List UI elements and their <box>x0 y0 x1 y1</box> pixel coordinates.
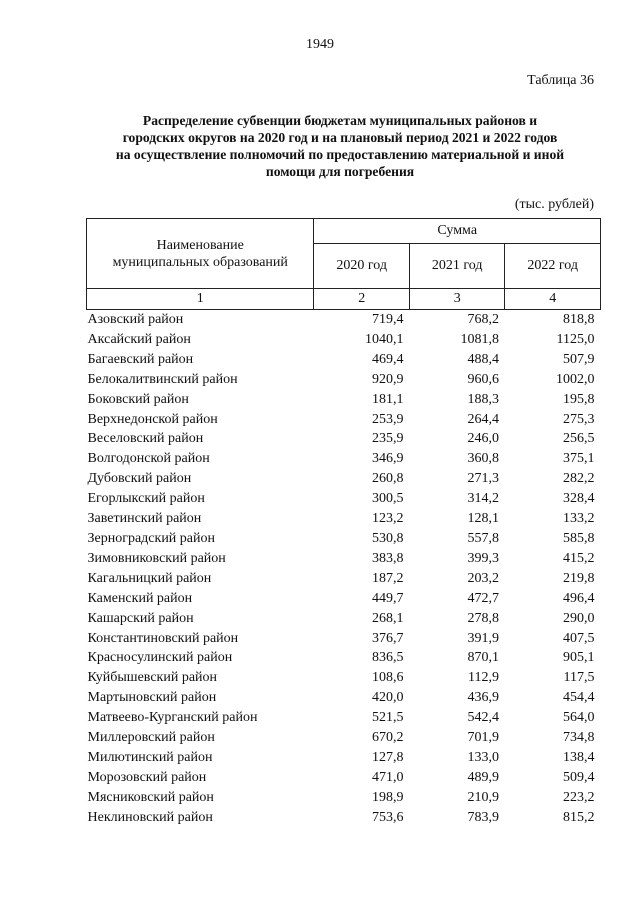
municipality-name-cell: Кашарский район <box>87 610 194 626</box>
header-year-2020: 2020 год <box>314 244 410 289</box>
municipality-name-cell: Егорлыкский район <box>87 491 205 507</box>
table-row <box>87 370 601 390</box>
table-row <box>87 429 601 449</box>
municipality-name-cell: Мясниковский район <box>87 789 214 805</box>
value-2022-cell: 195,8 <box>563 391 595 407</box>
table-row <box>87 390 601 410</box>
value-2021-cell: 278,8 <box>467 610 499 626</box>
value-2021-cell: 360,8 <box>467 451 499 467</box>
municipality-name-cell: Зерноградский район <box>87 530 215 546</box>
value-2020-cell: 260,8 <box>371 471 404 487</box>
table-row <box>87 569 601 589</box>
value-2022-cell: 290,0 <box>563 610 595 626</box>
value-2022-cell: 133,2 <box>563 511 595 527</box>
header-year-2021: 2021 год <box>409 244 505 289</box>
municipality-name-cell: Красносулинский район <box>87 650 233 666</box>
municipality-name-cell: Дубовский район <box>87 471 192 487</box>
municipality-name-cell: Каменский район <box>87 590 193 606</box>
table-row <box>87 629 601 649</box>
value-2021-cell: 783,9 <box>467 809 499 825</box>
value-2020-cell: 420,0 <box>371 690 404 706</box>
table-row <box>87 609 601 629</box>
value-2022-cell: 275,3 <box>563 411 595 427</box>
value-2022-cell: 509,4 <box>563 769 595 785</box>
municipality-name-cell: Багаевский район <box>87 351 194 367</box>
value-2020-cell: 268,1 <box>371 610 404 626</box>
value-2021-cell: 488,4 <box>467 351 499 367</box>
municipality-name-cell: Заветинский район <box>87 511 202 527</box>
header-col-number: 4 <box>505 289 601 310</box>
header-sum: Сумма <box>314 219 601 244</box>
value-2021-cell: 391,9 <box>467 630 499 646</box>
value-2020-cell: 181,1 <box>371 391 404 407</box>
municipality-name-cell: Морозовский район <box>87 769 207 785</box>
value-2020-cell: 198,9 <box>371 789 404 805</box>
table-row <box>87 330 601 350</box>
title-line: помощи для погребения <box>265 164 415 179</box>
value-2021-cell: 542,4 <box>467 710 499 726</box>
value-2020-cell: 1040,1 <box>364 331 404 347</box>
value-2021-cell: 314,2 <box>467 491 499 507</box>
value-2020-cell: 471,0 <box>371 769 404 785</box>
municipality-name-cell: Верхнедонской район <box>87 411 218 427</box>
subvention-table <box>86 218 601 828</box>
value-2020-cell: 530,8 <box>371 530 404 546</box>
municipality-name-cell: Аксайский район <box>87 331 191 347</box>
value-2021-cell: 210,9 <box>467 789 499 805</box>
document-title <box>80 112 600 180</box>
value-2022-cell: 219,8 <box>563 570 595 586</box>
value-2021-cell: 1081,8 <box>460 331 499 347</box>
value-2021-cell: 188,3 <box>467 391 499 407</box>
value-2020-cell: 469,4 <box>371 351 404 367</box>
value-2020-cell: 376,7 <box>371 630 404 646</box>
municipality-name-cell: Азовский район <box>87 312 184 327</box>
header-municipality-line2: муниципальных образований <box>112 254 288 270</box>
value-2022-cell: 375,1 <box>563 451 595 467</box>
municipality-name-cell: Белокалитвинский район <box>87 371 238 387</box>
table-row <box>87 648 601 668</box>
title-line: городских округов на 2020 год и на плановый период 2021 и 2022 годов <box>122 130 558 145</box>
table-row <box>87 728 601 748</box>
table-label: Таблица 36 <box>527 73 594 88</box>
title-line: Распределение субвенции бюджетам муниципальных районов и <box>142 113 538 128</box>
table-row <box>87 469 601 489</box>
value-2021-cell: 203,2 <box>467 570 499 586</box>
value-2022-cell: 256,5 <box>563 431 595 447</box>
table-row <box>87 808 601 828</box>
municipality-name-cell: Милютинский район <box>87 749 213 765</box>
value-2021-cell: 128,1 <box>467 511 499 527</box>
table-row <box>87 529 601 549</box>
table-row <box>87 509 601 529</box>
municipality-name-cell: Волгодонской район <box>87 451 210 467</box>
table-row <box>87 708 601 728</box>
header-col-number: 1 <box>87 289 314 310</box>
value-2022-cell: 138,4 <box>563 749 595 765</box>
units-label: (тыс. рублей) <box>514 197 594 212</box>
header-col-number: 2 <box>314 289 410 310</box>
value-2022-cell: 585,8 <box>563 530 595 546</box>
value-2022-cell: 415,2 <box>563 550 595 566</box>
municipality-name-cell: Матвеево-Курганский район <box>87 710 258 726</box>
value-2022-cell: 328,4 <box>563 491 595 507</box>
table-row <box>87 410 601 430</box>
value-2020-cell: 521,5 <box>371 710 404 726</box>
value-2020-cell: 719,4 <box>371 312 404 327</box>
table-row <box>87 489 601 509</box>
table-row <box>87 788 601 808</box>
header-year-2022: 2022 год <box>505 244 601 289</box>
value-2021-cell: 133,0 <box>467 749 499 765</box>
value-2022-cell: 818,8 <box>563 312 595 327</box>
value-2021-cell: 557,8 <box>467 530 499 546</box>
value-2021-cell: 399,3 <box>467 550 499 566</box>
value-2020-cell: 235,9 <box>371 431 404 447</box>
value-2021-cell: 701,9 <box>467 730 499 746</box>
value-2020-cell: 670,2 <box>371 730 404 746</box>
value-2021-cell: 489,9 <box>467 769 499 785</box>
value-2020-cell: 753,6 <box>371 809 404 825</box>
value-2020-cell: 127,8 <box>371 749 404 765</box>
value-2022-cell: 815,2 <box>563 809 595 825</box>
table-row <box>87 748 601 768</box>
municipality-name-cell: Веселовский район <box>87 431 204 447</box>
value-2020-cell: 836,5 <box>371 650 404 666</box>
value-2022-cell: 407,5 <box>563 630 595 646</box>
municipality-name-cell: Неклиновский район <box>87 809 213 825</box>
municipality-name-cell: Боковский район <box>87 391 189 407</box>
value-2020-cell: 300,5 <box>371 491 404 507</box>
table-row <box>87 688 601 708</box>
table-header <box>87 219 601 310</box>
municipality-name-cell: Кагальницкий район <box>87 570 212 586</box>
value-2020-cell: 346,9 <box>371 451 404 467</box>
value-2021-cell: 264,4 <box>467 411 499 427</box>
municipality-name-cell: Куйбышевский район <box>87 670 218 686</box>
value-2022-cell: 1002,0 <box>556 371 595 387</box>
table-row <box>87 589 601 609</box>
value-2020-cell: 449,7 <box>371 590 404 606</box>
header-municipality <box>87 219 314 289</box>
table-row <box>87 350 601 370</box>
value-2021-cell: 246,0 <box>467 431 499 447</box>
value-2022-cell: 507,9 <box>563 351 595 367</box>
table-row <box>87 768 601 788</box>
value-2020-cell: 123,2 <box>371 511 404 527</box>
value-2021-cell: 960,6 <box>467 371 499 387</box>
value-2021-cell: 870,1 <box>467 650 499 666</box>
value-2022-cell: 734,8 <box>563 730 595 746</box>
municipality-name-cell: Константиновский район <box>87 630 239 646</box>
value-2021-cell: 112,9 <box>467 670 499 686</box>
municipality-name-cell: Миллеровский район <box>87 730 215 746</box>
value-2020-cell: 187,2 <box>371 570 404 586</box>
value-2021-cell: 768,2 <box>467 312 499 327</box>
value-2021-cell: 271,3 <box>467 471 499 487</box>
value-2020-cell: 383,8 <box>371 550 404 566</box>
value-2022-cell: 905,1 <box>563 650 595 666</box>
header-col-number: 3 <box>409 289 505 310</box>
value-2022-cell: 1125,0 <box>556 331 595 347</box>
header-municipality-line1: Наименование <box>156 237 244 253</box>
value-2022-cell: 496,4 <box>563 590 595 606</box>
table-row <box>87 449 601 469</box>
value-2020-cell: 253,9 <box>371 411 404 427</box>
value-2020-cell: 108,6 <box>371 670 404 686</box>
table-body <box>87 310 601 828</box>
table-row <box>87 310 601 330</box>
value-2021-cell: 436,9 <box>467 690 499 706</box>
value-2022-cell: 282,2 <box>563 471 595 487</box>
page-number: 1949 <box>306 37 334 52</box>
value-2022-cell: 117,5 <box>563 670 595 686</box>
value-2022-cell: 564,0 <box>563 710 595 726</box>
table-row <box>87 549 601 569</box>
table-row <box>87 668 601 688</box>
value-2022-cell: 454,4 <box>563 690 595 706</box>
title-line: на осуществление полномочий по предоставлению материальной и иной <box>115 147 565 162</box>
municipality-name-cell: Зимовниковский район <box>87 550 226 566</box>
value-2021-cell: 472,7 <box>467 590 499 606</box>
value-2022-cell: 223,2 <box>563 789 595 805</box>
municipality-name-cell: Мартыновский район <box>87 690 217 706</box>
value-2020-cell: 920,9 <box>371 371 404 387</box>
